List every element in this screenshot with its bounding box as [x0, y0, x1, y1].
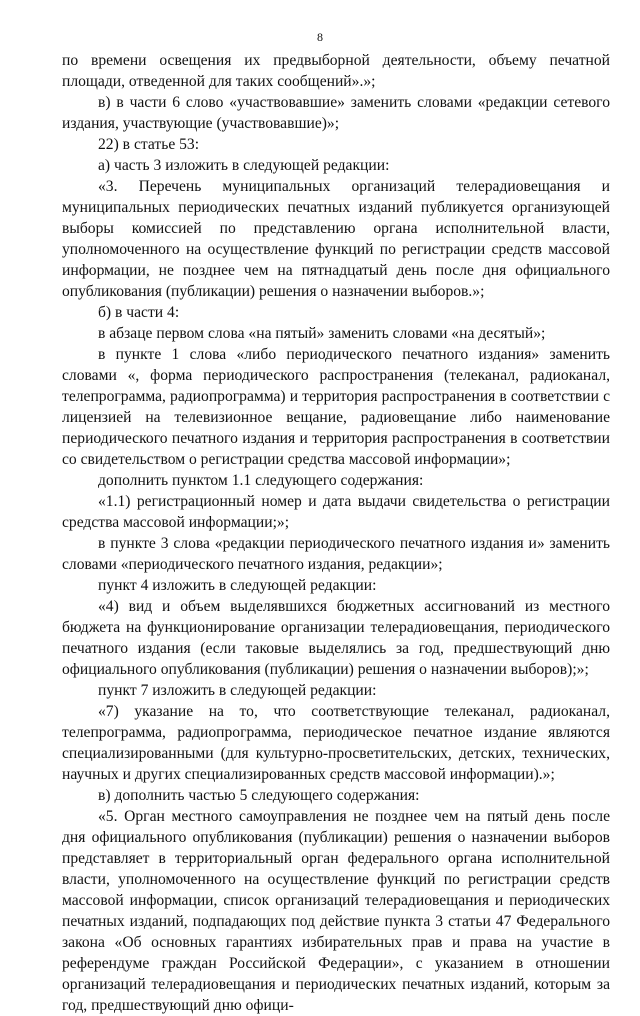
paragraph: «7) указание на то, что соответствующие телеканал, радиоканал, телепрограмма, радиопрограмма, периодическое печатное издание являются специализированными (для культурно-просветительских, детских, технических, научных и других специализированных средств массовой информации).»; [62, 703, 610, 783]
paragraph: в пункте 3 слова «редакции периодического печатного издания и» заменить словами «периодического печатного издания, редакции»; [62, 535, 610, 573]
paragraph: в абзаце первом слова «на пятый» заменить словами «на десятый»; [98, 325, 546, 342]
paragraph: «5. Орган местного самоуправления не позднее чем на пятый день после дня официального опубликования (публикации) решения о назначении выборов представляет в территориальный орган федерального органа исполнительной власти, уполномоченного на осуществление функций по регистрации средств массовой информации, список организаций телерадиовещания и периодических печатных изданий, подпадающих под действие пункта 3 статьи 47 Федерального закона «Об основных гарантиях избирательных прав и права на участие в референдуме граждан Российской Федерации», с указанием в отношении организаций телерадиовещания и периодических печатных изданий, которым за год, предшествующий дню офици- [62, 808, 610, 1014]
paragraph: пункт 7 изложить в следующей редакции: [98, 682, 377, 699]
paragraph: в пункте 1 слова «либо периодического печатного издания» заменить словами «, форма периодического распространения (телеканал, радиоканал, телепрограмма, радиопрограмма) и территория распространения в соответствии с лицензией на телевизионное вещание, радиовещание либо наименование периодического печатного издания и территория распространения в соответствии со свидетельством о регистрации средства массовой информации»; [62, 346, 610, 468]
page-number: 8 [317, 30, 323, 44]
paragraph: «4) вид и объем выделявшихся бюджетных ассигнований из местного бюджета на функционирование организации телерадиовещания, периодического печатного издания (если таковые выделялись за год, предшествующий дню официального опубликования (публикации) решения о назначении выборов);»; [62, 598, 610, 678]
paragraph: б) в части 4: [98, 304, 180, 321]
paragraph: 22) в статье 53: [98, 136, 200, 153]
paragraph: а) часть 3 изложить в следующей редакции: [98, 157, 390, 174]
paragraph: «3. Перечень муниципальных организаций телерадиовещания и муниципальных периодических печатных изданий публикуется организующей выборы комиссией по представлению органа исполнительной власти, уполномоченного на осуществление функций по регистрации средств массовой информации, не позднее чем на пятнадцатый день после дня официального опубликования (публикации) решения о назначении выборов.»; [62, 178, 610, 300]
paragraph: «1.1) регистрационный номер и дата выдачи свидетельства о регистрации средства массовой информации;»; [62, 493, 610, 531]
paragraph: в) дополнить частью 5 следующего содержания: [98, 787, 420, 804]
paragraph: по времени освещения их предвыборной деятельности, объему печатной площади, отведенной для таких сообщений».»; [62, 52, 610, 90]
paragraph: дополнить пунктом 1.1 следующего содержания: [98, 472, 424, 489]
paragraph: в) в части 6 слово «участвовавшие» заменить словами «редакции сетевого издания, участвующие (участвовавшие)»; [62, 94, 610, 132]
document-body [62, 50, 610, 1016]
paragraph: пункт 4 изложить в следующей редакции: [98, 577, 377, 594]
